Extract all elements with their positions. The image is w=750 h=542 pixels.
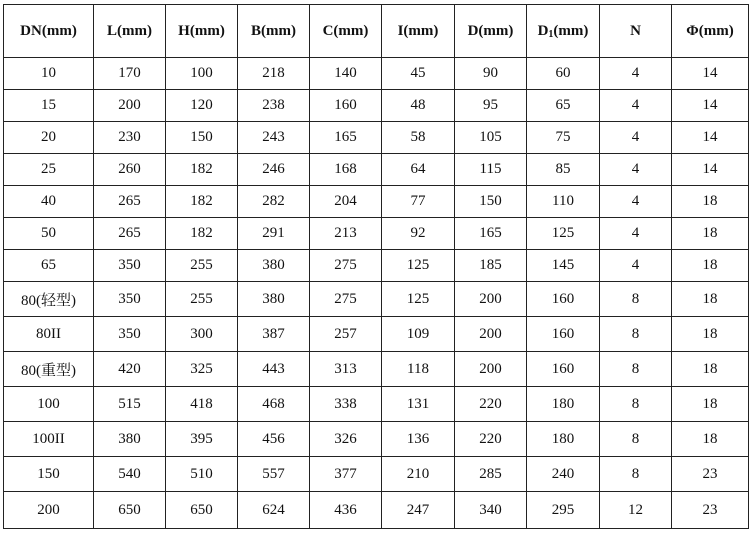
cell-phi: 14 (672, 154, 749, 186)
cell-phi: 18 (672, 387, 749, 422)
cell-phi: 18 (672, 317, 749, 352)
cell-i: 64 (382, 154, 455, 186)
cell-l: 350 (94, 282, 166, 317)
table-row (4, 492, 749, 529)
cell-dn: 80II (4, 317, 94, 352)
cell-i: 48 (382, 90, 455, 122)
cell-i: 58 (382, 122, 455, 154)
cell-i: 131 (382, 387, 455, 422)
cell-c: 168 (310, 154, 382, 186)
dimensions-table (3, 4, 749, 529)
cell-d: 200 (455, 352, 527, 387)
cell-b: 443 (238, 352, 310, 387)
header-dn: DN(mm) (4, 5, 94, 58)
cell-l: 515 (94, 387, 166, 422)
cell-b: 557 (238, 457, 310, 492)
cell-i: 77 (382, 186, 455, 218)
cell-n: 4 (600, 186, 672, 218)
table-row (4, 282, 749, 317)
cell-l: 260 (94, 154, 166, 186)
cell-l: 265 (94, 218, 166, 250)
cell-b: 468 (238, 387, 310, 422)
cell-d1: 65 (527, 90, 600, 122)
header-n: N (600, 5, 672, 58)
cell-n: 4 (600, 250, 672, 282)
cell-d: 285 (455, 457, 527, 492)
cell-d: 165 (455, 218, 527, 250)
cell-c: 160 (310, 90, 382, 122)
cell-b: 238 (238, 90, 310, 122)
cell-l: 420 (94, 352, 166, 387)
cell-b: 282 (238, 186, 310, 218)
header-i: I(mm) (382, 5, 455, 58)
cell-dn: 40 (4, 186, 94, 218)
cell-d1: 160 (527, 352, 600, 387)
cell-phi: 18 (672, 218, 749, 250)
header-d1-main: D (537, 22, 549, 39)
cell-c: 326 (310, 422, 382, 457)
cell-n: 8 (600, 352, 672, 387)
cell-d1: 75 (527, 122, 600, 154)
cell-l: 350 (94, 317, 166, 352)
cell-d: 220 (455, 422, 527, 457)
cell-n: 8 (600, 282, 672, 317)
header-phi: Φ(mm) (672, 5, 749, 58)
cell-b: 243 (238, 122, 310, 154)
cell-l: 350 (94, 250, 166, 282)
cell-phi: 14 (672, 122, 749, 154)
cell-phi: 18 (672, 186, 749, 218)
cell-b: 246 (238, 154, 310, 186)
cell-d: 220 (455, 387, 527, 422)
cell-d: 90 (455, 58, 527, 90)
header-d1 (527, 5, 600, 58)
cell-n: 4 (600, 90, 672, 122)
header-row (4, 5, 749, 58)
cell-n: 4 (600, 218, 672, 250)
cell-d1: 240 (527, 457, 600, 492)
cell-d1: 85 (527, 154, 600, 186)
cell-d1: 160 (527, 282, 600, 317)
cell-d1: 295 (527, 492, 600, 529)
cell-phi: 18 (672, 282, 749, 317)
cell-h: 150 (166, 122, 238, 154)
cell-c: 338 (310, 387, 382, 422)
cell-c: 436 (310, 492, 382, 529)
header-d1-unit: (mm) (553, 22, 589, 39)
cell-d1: 145 (527, 250, 600, 282)
cell-b: 387 (238, 317, 310, 352)
table-row (4, 58, 749, 90)
cell-l: 380 (94, 422, 166, 457)
cell-phi: 18 (672, 352, 749, 387)
table-body (4, 58, 749, 529)
cell-i: 136 (382, 422, 455, 457)
cell-dn: 25 (4, 154, 94, 186)
cell-n: 8 (600, 317, 672, 352)
cell-phi: 23 (672, 492, 749, 529)
table-row (4, 317, 749, 352)
table-row (4, 457, 749, 492)
table-row (4, 186, 749, 218)
cell-n: 12 (600, 492, 672, 529)
cell-d: 185 (455, 250, 527, 282)
cell-i: 210 (382, 457, 455, 492)
cell-dn: 100II (4, 422, 94, 457)
cell-n: 4 (600, 58, 672, 90)
cell-dn: 150 (4, 457, 94, 492)
cell-dn: 50 (4, 218, 94, 250)
cell-i: 92 (382, 218, 455, 250)
cell-h: 300 (166, 317, 238, 352)
cell-b: 624 (238, 492, 310, 529)
cell-l: 650 (94, 492, 166, 529)
cell-h: 120 (166, 90, 238, 122)
cell-i: 125 (382, 282, 455, 317)
cell-l: 230 (94, 122, 166, 154)
cell-b: 380 (238, 250, 310, 282)
table-row (4, 90, 749, 122)
cell-l: 265 (94, 186, 166, 218)
cell-d: 105 (455, 122, 527, 154)
cell-h: 255 (166, 250, 238, 282)
cell-h: 255 (166, 282, 238, 317)
cell-i: 247 (382, 492, 455, 529)
header-l: L(mm) (94, 5, 166, 58)
cell-c: 275 (310, 282, 382, 317)
cell-b: 456 (238, 422, 310, 457)
cell-h: 650 (166, 492, 238, 529)
cell-phi: 14 (672, 58, 749, 90)
table-row (4, 250, 749, 282)
cell-h: 182 (166, 186, 238, 218)
cell-d1: 180 (527, 422, 600, 457)
table-row (4, 387, 749, 422)
header-d: D(mm) (455, 5, 527, 58)
cell-dn: 200 (4, 492, 94, 529)
cell-n: 4 (600, 122, 672, 154)
cell-phi: 14 (672, 90, 749, 122)
cell-dn: 10 (4, 58, 94, 90)
cell-h: 100 (166, 58, 238, 90)
cell-c: 377 (310, 457, 382, 492)
cell-d1: 160 (527, 317, 600, 352)
cell-dn: 80(轻型) (4, 282, 94, 317)
cell-d1: 110 (527, 186, 600, 218)
cell-l: 170 (94, 58, 166, 90)
table-row (4, 218, 749, 250)
cell-phi: 18 (672, 422, 749, 457)
cell-d: 200 (455, 282, 527, 317)
cell-c: 165 (310, 122, 382, 154)
cell-d1: 180 (527, 387, 600, 422)
cell-i: 45 (382, 58, 455, 90)
cell-c: 204 (310, 186, 382, 218)
cell-dn: 80(重型) (4, 352, 94, 387)
table-row (4, 154, 749, 186)
cell-l: 540 (94, 457, 166, 492)
cell-b: 291 (238, 218, 310, 250)
cell-h: 325 (166, 352, 238, 387)
cell-h: 182 (166, 218, 238, 250)
header-h: H(mm) (166, 5, 238, 58)
cell-d: 115 (455, 154, 527, 186)
header-c: C(mm) (310, 5, 382, 58)
cell-c: 257 (310, 317, 382, 352)
cell-h: 395 (166, 422, 238, 457)
cell-i: 118 (382, 352, 455, 387)
cell-h: 418 (166, 387, 238, 422)
cell-dn: 100 (4, 387, 94, 422)
header-b: B(mm) (238, 5, 310, 58)
cell-d: 340 (455, 492, 527, 529)
cell-h: 182 (166, 154, 238, 186)
cell-d: 200 (455, 317, 527, 352)
table-row (4, 122, 749, 154)
cell-c: 213 (310, 218, 382, 250)
cell-d: 150 (455, 186, 527, 218)
cell-n: 4 (600, 154, 672, 186)
cell-c: 275 (310, 250, 382, 282)
cell-phi: 18 (672, 250, 749, 282)
cell-h: 510 (166, 457, 238, 492)
header-d1-sub: 1 (548, 28, 554, 40)
cell-n: 8 (600, 457, 672, 492)
cell-b: 218 (238, 58, 310, 90)
table-row (4, 422, 749, 457)
cell-d1: 125 (527, 218, 600, 250)
cell-d1: 60 (527, 58, 600, 90)
cell-l: 200 (94, 90, 166, 122)
cell-phi: 23 (672, 457, 749, 492)
cell-dn: 20 (4, 122, 94, 154)
cell-n: 8 (600, 422, 672, 457)
cell-d: 95 (455, 90, 527, 122)
cell-b: 380 (238, 282, 310, 317)
table-row (4, 352, 749, 387)
cell-n: 8 (600, 387, 672, 422)
cell-i: 109 (382, 317, 455, 352)
cell-c: 313 (310, 352, 382, 387)
cell-c: 140 (310, 58, 382, 90)
cell-dn: 15 (4, 90, 94, 122)
cell-dn: 65 (4, 250, 94, 282)
cell-i: 125 (382, 250, 455, 282)
